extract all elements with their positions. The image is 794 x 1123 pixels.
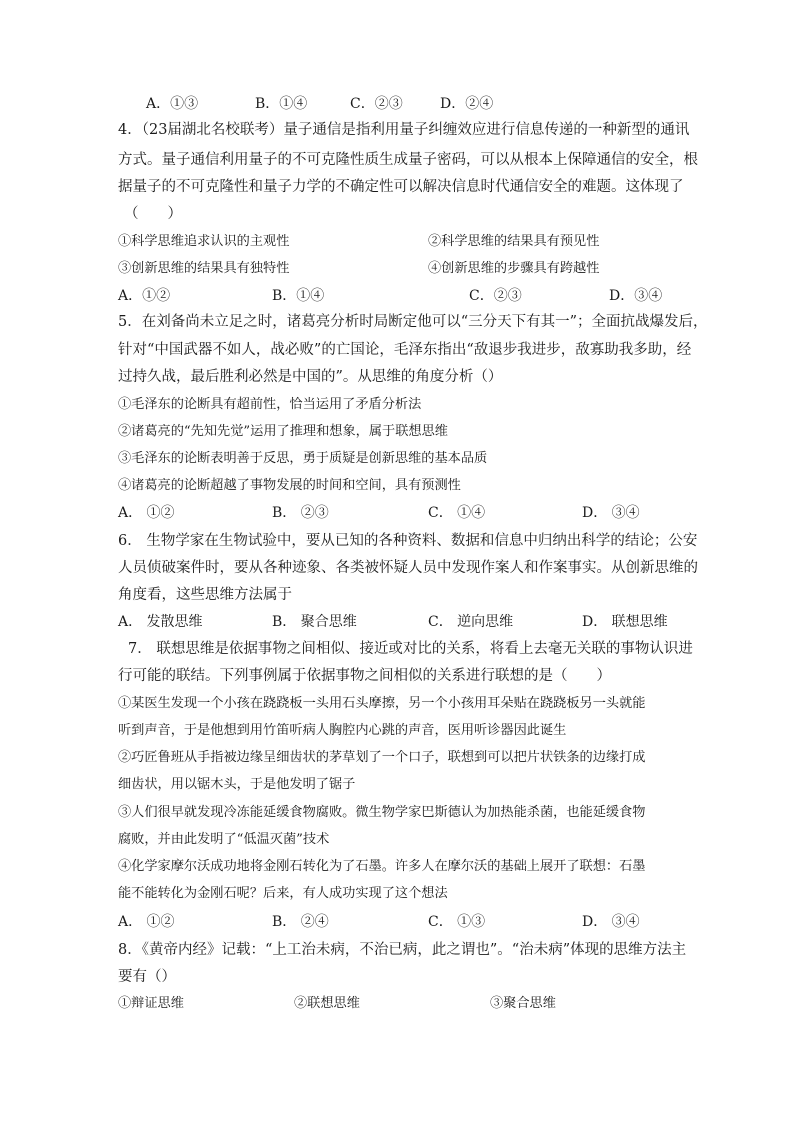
q5-option-a[interactable]: A． ①② (118, 505, 175, 521)
q7-option-c[interactable]: C． ①③ (428, 914, 486, 930)
q7-statement-3b: 腐败，并由此发明了“低温灭菌”技术 (118, 832, 330, 847)
option-c[interactable]: C．②③ (350, 96, 403, 112)
q4-statement-4: ④创新思维的步骤具有跨越性 (428, 261, 600, 276)
option-a[interactable]: A．①③ (146, 96, 199, 112)
q6-stem-line-2: 人员侦破案件时，要从各种迹象、各类被怀疑人员中发现作案人和作案事实。从创新思维的 (118, 560, 698, 576)
q6-option-b[interactable]: B． 聚合思维 (272, 614, 357, 630)
q4-option-c[interactable]: C．②③ (469, 288, 522, 304)
q5-stem-line-1: 5．在刘备尚未立足之时，诸葛亮分析时局断定他可以“三分天下有其一”；全面抗战爆发后， (118, 314, 708, 330)
q7-statement-4a: ④化学家摩尔沃成功地将金刚石转化为了石墨。许多人在摩尔沃的基础上展开了联想：石墨 (118, 859, 646, 874)
q8-statement-3: ③聚合思维 (490, 996, 556, 1011)
q6-option-a[interactable]: A． 发散思维 (118, 614, 203, 630)
q7-statement-3a: ③人们很早就发现冷冻能延缓食物腐败。微生物学家巴斯德认为加热能杀菌，也能延缓食物 (118, 805, 646, 820)
q4-statement-3: ③创新思维的结果具有独特性 (118, 261, 290, 276)
q8-stem-line-2: 要有（） (118, 969, 176, 985)
q4-stem-line-4: （ ） (124, 206, 182, 222)
q4-stem-line-1: 4．（23届湖北名校联考）量子通信是指利用量子纠缠效应进行信息传递的一种新型的通讯 (118, 122, 690, 138)
q4-option-a[interactable]: A．①② (118, 288, 171, 304)
q5-option-d[interactable]: D． ③④ (582, 505, 640, 521)
q7-option-d[interactable]: D． ③④ (582, 914, 640, 930)
q5-statement-1: ①毛泽东的论断具有超前性，恰当运用了矛盾分析法 (118, 397, 422, 412)
q7-statement-2a: ②巧匠鲁班从手指被边缘呈细齿状的茅草划了一个口子，联想到可以把片状铁条的边缘打成 (118, 750, 646, 765)
q5-statement-3: ③毛泽东的论断表明善于反思，勇于质疑是创新思维的基本品质 (118, 451, 488, 466)
q5-option-c[interactable]: C． ①④ (428, 505, 486, 521)
q8-stem-line-1: 8．《黄帝内经》记载：“上工治未病，不治已病，此之谓也”。“治未病”体现的思维方法主 (118, 942, 687, 958)
q5-statement-2: ②诸葛亮的“先知先觉”运用了推理和想象，属于联想思维 (118, 424, 448, 439)
q8-statements-row (118, 994, 678, 1014)
q4-stem-line-3: 据量子的不可克隆性和量子力学的不确定性可以解决信息时代通信安全的难题。这体现了 (118, 179, 684, 195)
q7-options (118, 912, 678, 932)
q5-statement-4: ④诸葛亮的论断超越了事物发展的时间和空间，具有预测性 (118, 478, 461, 493)
q6-stem-line-3: 角度看，这些思维方法属于 (118, 587, 292, 603)
q5-option-b[interactable]: B． ②③ (272, 505, 329, 521)
prev-question-options (118, 94, 678, 114)
q4-statement-1: ①科学思维追求认识的主观性 (118, 234, 290, 249)
q7-statement-4b: 能不能转化为金刚石呢？后来，有人成功实现了这个想法 (118, 886, 448, 901)
q4-stem-line-2: 方式。量子通信利用量子的不可克隆性质生成量子密码，可以从根本上保障通信的安全，根 (118, 152, 698, 168)
option-b[interactable]: B．①④ (255, 96, 308, 112)
q4-options (118, 286, 678, 306)
q4-option-d[interactable]: D．③④ (609, 288, 663, 304)
q4-option-b[interactable]: B．①④ (272, 288, 325, 304)
q6-options (118, 612, 678, 632)
q8-statement-1: ①辩证思维 (118, 996, 184, 1011)
q4-statements-row-1 (118, 232, 678, 252)
q5-stem-line-3: 过持久战，最后胜利必然是中国的”。从思维的角度分析（） (118, 369, 503, 385)
q6-option-c[interactable]: C． 逆向思维 (428, 614, 514, 630)
q8-statement-2: ②联想思维 (294, 996, 360, 1011)
q7-statement-1b: 听到声音，于是他想到用竹笛听病人胸腔内心跳的声音，医用听诊器因此诞生 (118, 723, 567, 738)
q6-option-d[interactable]: D． 联想思维 (582, 614, 668, 630)
q7-stem-line-2: 行可能的联结。下列事例属于依据事物之间相似的关系进行联想的是（ ） (118, 668, 611, 684)
q7-option-b[interactable]: B． ②④ (272, 914, 329, 930)
option-d[interactable]: D．②④ (440, 96, 494, 112)
q7-statement-2b: 细齿状，用以锯木头，于是他发明了锯子 (118, 777, 356, 792)
q6-stem-line-1: 6． 生物学家在生物试验中，要从已知的各种资料、数据和信息中归纳出科学的结论；公安 (118, 533, 698, 549)
q7-statement-1a: ①某医生发现一个小孩在跷跷板一头用石头摩擦，另一个小孩用耳朵贴在跷跷板另一头就能 (118, 696, 646, 711)
q5-options (118, 503, 678, 523)
q4-statement-2: ②科学思维的结果具有预见性 (428, 234, 600, 249)
q5-stem-line-2: 针对“中国武器不如人，战必败”的亡国论，毛泽东指出“敌退步我进步，敌寡助我多助，经 (118, 342, 692, 358)
q7-option-a[interactable]: A． ①② (118, 914, 175, 930)
q4-statements-row-2 (118, 259, 678, 279)
q7-stem-line-1: 7． 联想思维是依据事物之间相似、接近或对比的关系，将看上去毫无关联的事物认识进 (128, 641, 693, 657)
